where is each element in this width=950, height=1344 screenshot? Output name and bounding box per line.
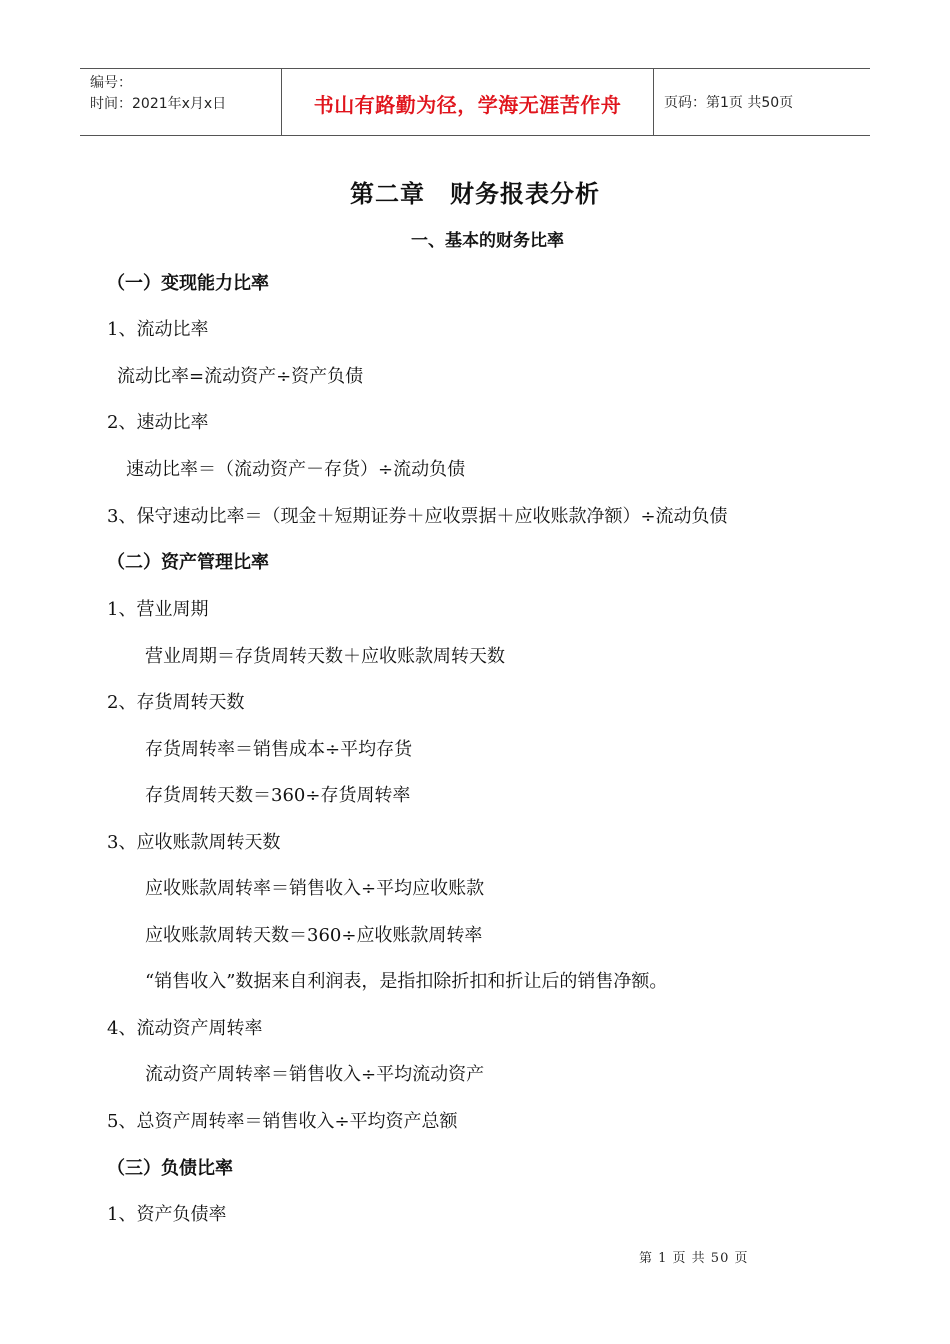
formula-line: 流动资产周转率＝销售收入÷平均流动资产 bbox=[145, 1064, 485, 1085]
item-heading: 2、速动比率 bbox=[107, 412, 209, 433]
item-heading: 4、流动资产周转率 bbox=[107, 1018, 263, 1039]
page-footer: 第 1 页 共 50 页 bbox=[639, 1251, 749, 1266]
header-page-info: 页码：第1页 共50页 bbox=[664, 95, 794, 111]
subsection-heading: （二）资产管理比率 bbox=[107, 552, 269, 573]
header-motto-cell bbox=[281, 69, 654, 135]
item-heading: 5、总资产周转率＝销售收入÷平均资产总额 bbox=[107, 1111, 458, 1132]
formula-line: 应收账款周转率＝销售收入÷平均应收账款 bbox=[145, 878, 485, 899]
formula-line: 存货周转率＝销售成本÷平均存货 bbox=[145, 739, 413, 760]
note-line: “销售收入”数据来自利润表，是指扣除折扣和折让后的销售净额。 bbox=[145, 971, 668, 992]
header-meta bbox=[80, 69, 281, 135]
item-heading: 2、存货周转天数 bbox=[107, 692, 245, 713]
header-motto: 书山有路勤为径，学海无涯苦作舟 bbox=[313, 92, 622, 117]
formula-line: 存货周转天数＝360÷存货周转率 bbox=[145, 785, 411, 806]
item-heading: 3、保守速动比率＝（现金＋短期证券＋应收票据＋应收账款净额）÷流动负债 bbox=[107, 506, 728, 527]
item-heading: 3、应收账款周转天数 bbox=[107, 832, 281, 853]
item-heading: 1、流动比率 bbox=[107, 319, 209, 340]
item-heading: 1、资产负债率 bbox=[107, 1204, 227, 1225]
subsection-heading: （一）变现能力比率 bbox=[107, 273, 269, 294]
header-time-label: 时间：2021年x月x日 bbox=[90, 96, 227, 112]
header-number-label: 编号： bbox=[90, 75, 132, 91]
header-page-info-cell bbox=[654, 69, 870, 135]
formula-line: 流动比率=流动资产÷资产负债 bbox=[117, 366, 364, 387]
subsection-heading: （三）负债比率 bbox=[107, 1158, 233, 1179]
formula-line: 应收账款周转天数＝360÷应收账款周转率 bbox=[145, 925, 483, 946]
item-heading: 1、营业周期 bbox=[107, 599, 209, 620]
formula-line: 速动比率＝（流动资产－存货）÷流动负债 bbox=[126, 459, 466, 480]
section-title: 一、基本的财务比率 bbox=[411, 231, 564, 251]
formula-line: 营业周期＝存货周转天数＋应收账款周转天数 bbox=[145, 646, 505, 667]
page-header bbox=[80, 68, 870, 136]
chapter-title: 第二章 财务报表分析 bbox=[350, 179, 600, 208]
